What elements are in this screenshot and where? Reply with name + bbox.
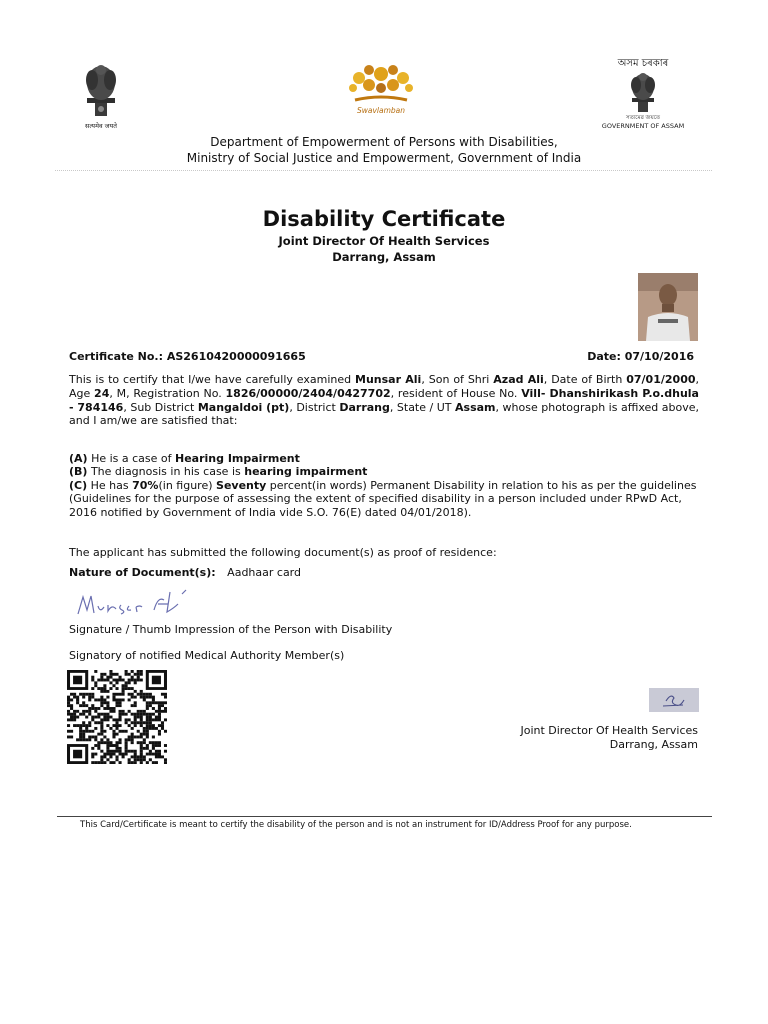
signature-icon xyxy=(649,688,699,712)
certification-paragraph xyxy=(69,373,699,428)
finding-label: (A) xyxy=(69,452,88,465)
ashoka-emblem-icon xyxy=(78,58,124,120)
father-name: Azad Ali xyxy=(493,373,544,386)
disability-percent: 70% xyxy=(132,478,159,492)
address: Vill- Dhanshirikash P.o.dhula - 784146 xyxy=(69,386,699,414)
emblem-caption: सत्यमेव जयते xyxy=(85,122,117,130)
certificate-title: Disability Certificate xyxy=(262,207,506,231)
finding-text: He is a case of xyxy=(87,452,176,465)
footer-disclaimer: This Card/Certificate is meant to certify the disability of the person and is not an instrument for ID/Address Proof for any purpose. xyxy=(80,820,632,830)
finding-label: (B) xyxy=(69,465,88,479)
medical-authority-caption: Signatory of notified Medical Authority Member(s) xyxy=(69,649,345,662)
age: 24 xyxy=(94,386,110,400)
emblem-caption: সত্যমেৱ জয়তে xyxy=(625,115,661,121)
body-text: , resident of House No. xyxy=(390,386,522,400)
documents-value: Aadhaar card xyxy=(227,566,301,579)
signature-icon xyxy=(74,586,196,620)
documents-intro: The applicant has submitted the following document(s) as proof of residence: xyxy=(69,546,497,559)
finding-text: The diagnosis in his case is xyxy=(87,465,245,479)
qr-finder-square xyxy=(152,676,161,685)
applicant-name: Munsar Ali xyxy=(355,373,422,386)
body-text: , whose photograph is affixed above, and I am/we are satisfied that: xyxy=(69,400,700,428)
department-line-2: Ministry of Social Justice and Empowerment, Government of India xyxy=(186,151,582,165)
qr-finder-square xyxy=(73,676,82,685)
issuing-authority-title: Joint Director Of Health Services xyxy=(278,234,490,248)
body-text: , Sub District xyxy=(123,400,198,414)
certificate-date xyxy=(520,350,694,364)
sub-district: Mangaldoi (pt) xyxy=(197,400,290,414)
applicant-signature xyxy=(74,586,196,620)
india-emblem xyxy=(78,58,124,130)
header-divider xyxy=(55,170,712,171)
certificate-date-label: Date: xyxy=(587,350,621,363)
registration-number: 1826/00000/2404/0427702 xyxy=(225,386,391,400)
assam-govt-emblem xyxy=(600,56,686,136)
qr-code-icon xyxy=(67,670,167,764)
footer-divider xyxy=(57,816,712,817)
signing-authority-title: Joint Director Of Health Services xyxy=(520,724,698,737)
disability-type: Hearing Impairment xyxy=(175,452,300,465)
finding-text: (in figure) xyxy=(158,478,217,492)
body-text: , District xyxy=(289,400,340,414)
diagnosis: hearing impairment xyxy=(244,465,368,479)
disability-percent-words: Seventy xyxy=(216,478,267,492)
swavlamban-caption: Swavlamban xyxy=(356,106,406,115)
finding-c xyxy=(69,479,699,519)
body-text: , Son of Shri xyxy=(421,373,494,386)
certificate-date-value: 07/10/2016 xyxy=(624,350,694,363)
documents-label: Nature of Document(s): xyxy=(69,566,216,579)
applicant-signature-caption: Signature / Thumb Impression of the Person with Disability xyxy=(69,623,393,636)
issuing-authority-location: Darrang, Assam xyxy=(332,250,436,264)
finding-label: (C) xyxy=(69,478,88,492)
person-photo-icon xyxy=(638,273,698,341)
finding-text: He has xyxy=(87,478,133,492)
state: Assam xyxy=(455,400,496,414)
applicant-photo xyxy=(638,273,698,341)
certificate-number xyxy=(69,350,306,364)
certificate-number-value: AS2610420000091665 xyxy=(166,350,306,363)
ashoka-emblem-icon xyxy=(625,69,661,115)
government-of-assam-caption: GOVERNMENT OF ASSAM xyxy=(601,122,685,130)
signing-authority-location: Darrang, Assam xyxy=(609,738,698,751)
body-text: , State / UT xyxy=(389,400,456,414)
district: Darrang xyxy=(339,400,390,414)
qr-finder-square xyxy=(73,750,82,759)
body-text: , Date of Birth xyxy=(543,373,627,386)
finding-text: percent(in words) Permanent Disability in relation to his as per the guidelines (Guidelines for the purpose of assessing the extent of specified disability in a person included under RPwD Act, 2016 notified by Government of India vide S.O. 76(E) dated 04/01/2018). xyxy=(69,478,697,519)
swavlamban-logo xyxy=(345,58,417,120)
finding-b xyxy=(69,465,699,478)
department-line-1: Department of Empowerment of Persons with Disabilities, xyxy=(210,135,558,149)
body-text: This is to certify that I/we have carefully examined xyxy=(69,373,356,386)
body-text: , Age xyxy=(69,373,699,400)
qr-code xyxy=(67,670,167,764)
medical-authority-signature xyxy=(649,688,699,712)
finding-a xyxy=(69,452,699,465)
assam-sarkar-text: অসম চৰকাৰ xyxy=(617,58,669,69)
certificate-number-label: Certificate No.: xyxy=(69,350,163,363)
documents-row xyxy=(69,566,301,580)
date-of-birth: 07/01/2000 xyxy=(626,373,696,386)
findings-block xyxy=(69,452,699,519)
body-text: , M, Registration No. xyxy=(109,386,226,400)
